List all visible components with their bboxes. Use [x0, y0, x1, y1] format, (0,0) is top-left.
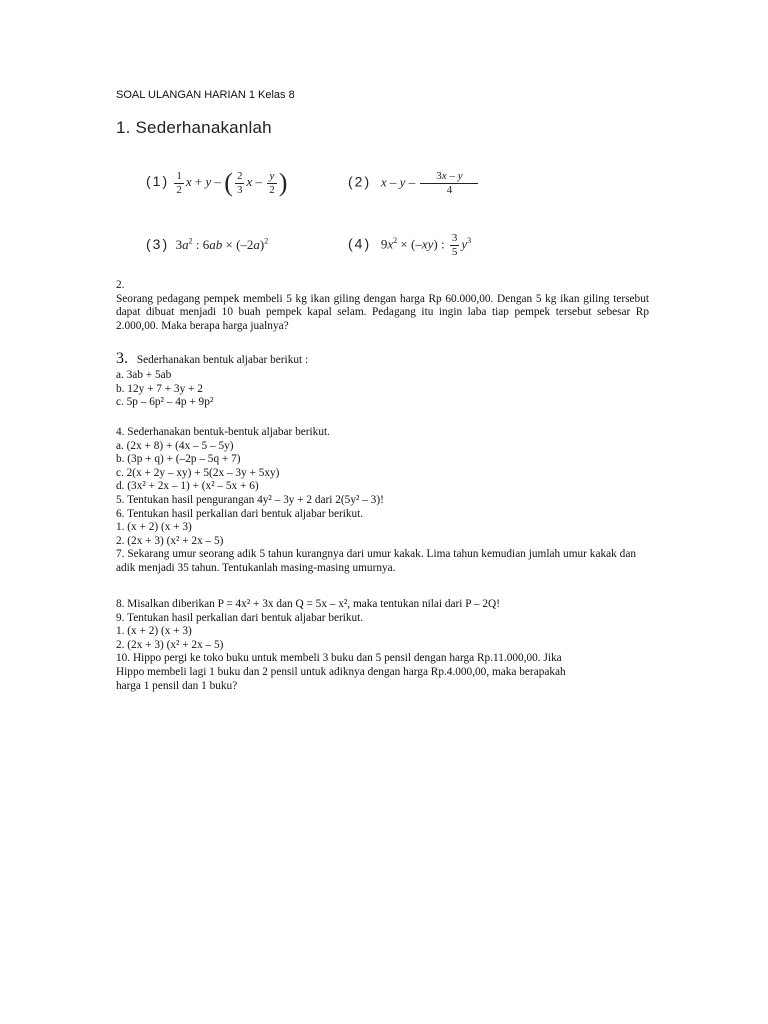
question-10-line-2: Hippo membeli lagi 1 buku dan 2 pensil untuk adiknya dengan harga Rp.4.000,00, maka berapakah	[116, 665, 566, 678]
question-3-number: 3.	[116, 350, 128, 367]
section-1-heading: 1. Sederhanakanlah	[116, 118, 272, 137]
question-3-item-b: b. 12y + 7 + 3y + 2	[116, 382, 203, 395]
equation-4-number: (4)	[348, 235, 372, 252]
questions-8-to-10	[116, 598, 566, 693]
question-4-item-c: c. 2(x + 2y – xy) + 5(2x – 3y + 5xy)	[116, 466, 280, 479]
question-6-item-1: 1. (x + 2) (x + 3)	[116, 521, 192, 534]
question-3-item-c: c. 5p – 6p² – 4p + 9p²	[116, 396, 214, 409]
equation-2: (2) x – y – $\frac{3x - y}{4}$	[348, 170, 480, 197]
question-10-line-3: harga 1 pensil dan 1 buku?	[116, 679, 238, 692]
question-10-line-1: 10. Hippo pergi ke toko buku untuk membeli 3 buku dan 5 pensil dengan harga Rp.11.000,00. Jika	[116, 652, 562, 665]
equation-3-number: (3)	[146, 236, 170, 252]
question-4-item-d: d. (3x² + 2x – 1) + (x² – 5x + 6)	[116, 480, 259, 493]
question-4-item-a: a. (2x + 8) + (4x – 5 – 5y)	[116, 439, 234, 452]
question-2-text: Seorang pedagang pempek membeli 5 kg ikan giling dengan harga Rp 60.000,00. Dengan 5 kg ikan giling tersebut dapat dibuat menjadi 10 buah pempek kapal selam. Pedagang itu ingin laba tiap pempek tersebut sebesar Rp 2.000,00. Maka berapa harga jualnya?	[116, 292, 649, 332]
question-2-number: 2.	[116, 279, 125, 291]
question-9-item-1: 1. (x + 2) (x + 3)	[116, 625, 192, 638]
question-9-item-2: 2. (2x + 3) (x² + 2x – 5)	[116, 638, 224, 651]
question-4-text: 4. Sederhanakan bentuk-bentuk aljabar berikut.	[116, 426, 330, 438]
question-2	[116, 279, 649, 333]
question-7-text: 7. Sekarang umur seorang adik 5 tahun kurangnya dari umur kakak. Lima tahun kemudian jumlah umur kakak dan adik menjadi 35 tahun. Tentukanlah masing-masing umurnya.	[116, 548, 636, 574]
equation-4: (4) $9x^2 \times (-xy)$ : $\frac{3}{5}$ $y^3$	[348, 232, 472, 258]
question-5-text: 5. Tentukan hasil pengurangan 4y² – 3y + 2 dari 2(5y² – 3)!	[116, 493, 384, 506]
equation-1-number: (1)	[146, 172, 170, 189]
question-6-text: 6. Tentukan hasil perkalian dari bentuk aljabar berikut.	[116, 507, 364, 520]
questions-4-to-7	[116, 426, 636, 576]
question-4-item-b: b. (3p + q) + (–2p – 5q + 7)	[116, 453, 241, 466]
question-6-item-2: 2. (2x + 3) (x² + 2x – 5)	[116, 534, 224, 547]
question-8-text: 8. Misalkan diberikan P = 4x² + 3x dan Q = 5x – x², maka tentukan nilai dari P – 2Q!	[116, 598, 500, 610]
question-3-item-a: a. 3ab + 5ab	[116, 369, 172, 381]
question-3-text: Sederhanakan bentuk aljabar berikut :	[136, 354, 309, 366]
equation-3: (3) $3a^2$ : $6ab \times (-2a)^2$	[146, 236, 269, 252]
document-title: SOAL ULANGAN HARIAN 1 Kelas 8	[116, 89, 295, 101]
question-9-text: 9. Tentukan hasil perkalian dari bentuk aljabar berikut.	[116, 611, 364, 624]
equation-2-number: (2)	[348, 173, 372, 190]
equation-1: (1) $\frac{1}{2}$ x + y – ( $\frac{2}{3}$ x – $\frac{y}{2}$ )	[146, 168, 288, 197]
question-3	[116, 352, 308, 410]
